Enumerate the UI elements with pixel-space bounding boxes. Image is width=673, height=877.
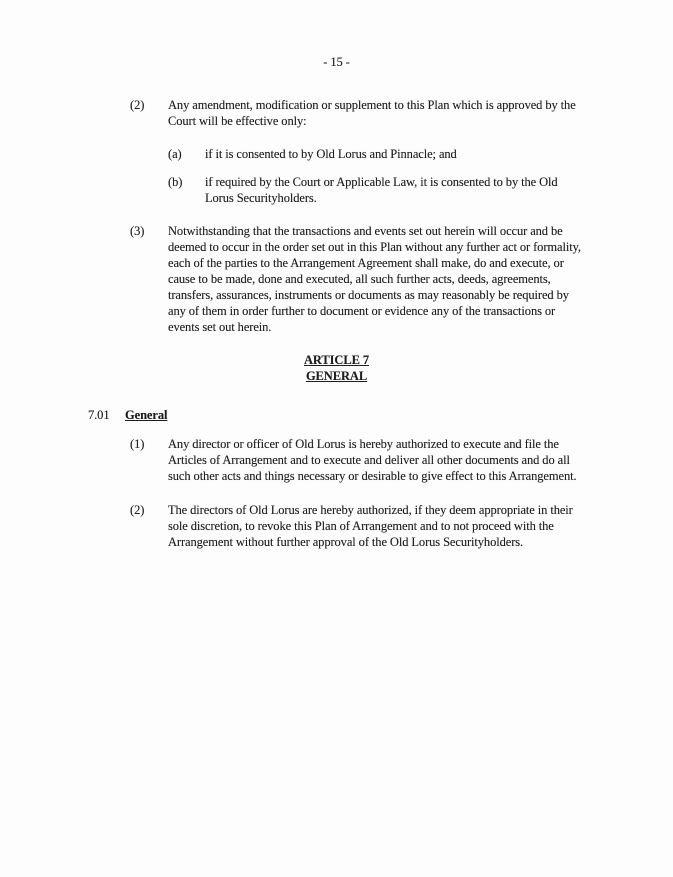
general-clause-2-text: The directors of Old Lorus are hereby authorized, if they deem appropriate in their sole discretion, to revoke this Plan of Arrangement and to not proceed with the Arrangement without further approval of the Old Lorus Securityholders. (168, 503, 573, 549)
article-7-heading-line2: GENERAL (305, 369, 368, 383)
clause-2-number: (2) (130, 98, 145, 112)
section-7-01 (88, 407, 673, 423)
clause-2 (130, 97, 673, 129)
section-7-01-number: 7.01 (88, 408, 110, 422)
general-clause-2-number: (2) (130, 503, 145, 517)
clause-2a (168, 146, 673, 162)
clause-2-subitems (0, 146, 673, 206)
general-clause-2 (130, 502, 673, 550)
article-7-heading (0, 352, 673, 384)
section-7-01-title: General (125, 408, 168, 422)
article-7-heading-line1: ARTICLE 7 (304, 353, 369, 367)
general-clause-1-text: Any director or officer of Old Lorus is hereby authorized to execute and file the Articles of Arrangement and to execute and deliver all other documents and do all such other acts and things necessary or desirable to give effect to this Arrangement. (168, 437, 577, 483)
section-7-01-items (0, 436, 673, 550)
general-clause-1 (130, 436, 673, 484)
clause-2b-number: (b) (168, 175, 183, 189)
clause-2-text: Any amendment, modification or supplement to this Plan which is approved by the Court will be effective only: (168, 98, 576, 128)
clause-3-number: (3) (130, 224, 145, 238)
clause-2b-text: if required by the Court or Applicable Law, it is consented to by the Old Lorus Securityholders. (205, 175, 558, 205)
clause-2a-text: if it is consented to by Old Lorus and Pinnacle; and (205, 147, 457, 161)
clause-3-text: Notwithstanding that the transactions and events set out herein will occur and be deemed to occur in the order set out in this Plan without any further act or formality, each of the parties to the Arrangement Agreement shall make, do and execute, or cause to be made, done and executed, all such further acts, deeds, agreements, transfers, assurances, instruments or documents as may reasonably be required by any of them in order further to document or evidence any of the transactions or events set out herein. (168, 224, 581, 334)
general-clause-1-number: (1) (130, 437, 145, 451)
page-number: - 15 - (323, 55, 350, 69)
clause-3 (130, 223, 673, 335)
clause-2a-number: (a) (168, 147, 182, 161)
clause-2b (168, 174, 673, 206)
